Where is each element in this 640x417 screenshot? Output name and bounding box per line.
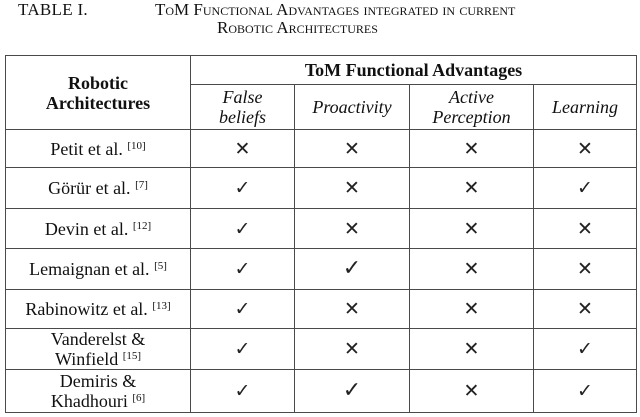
check-icon: ✓ bbox=[577, 177, 593, 199]
mark-cell bbox=[534, 249, 637, 290]
cross-icon: ✕ bbox=[463, 380, 480, 402]
header-group-tom-advantages: ToM Functional Advantages bbox=[191, 56, 637, 85]
table-row bbox=[6, 329, 637, 370]
architecture-name-text: Petit et al. bbox=[50, 138, 123, 159]
architecture-name-text: Görür et al. bbox=[48, 178, 131, 198]
header-active-perception-line2: Perception bbox=[432, 107, 511, 127]
check-icon: ✓ bbox=[234, 380, 251, 402]
architecture-name-cell bbox=[6, 168, 191, 209]
caption-title-line2: Robotic Architectures bbox=[217, 18, 378, 37]
mark-cell bbox=[295, 168, 410, 209]
cross-icon: ✕ bbox=[577, 137, 593, 160]
mark-cell bbox=[191, 329, 295, 370]
citation-ref: [6] bbox=[132, 392, 146, 404]
table-row bbox=[6, 290, 637, 329]
architecture-name-text: Demiris & bbox=[59, 371, 137, 391]
tom-advantages-table bbox=[5, 55, 637, 413]
architecture-name-text: Vanderelst & bbox=[50, 329, 146, 349]
check-icon: ✓ bbox=[577, 338, 593, 360]
cross-icon: ✕ bbox=[344, 338, 360, 360]
mark-cell bbox=[295, 370, 410, 413]
mark-cell bbox=[410, 249, 534, 290]
table-label: TABLE I. bbox=[18, 0, 88, 19]
header-learning-label: Learning bbox=[551, 97, 618, 117]
mark-cell bbox=[410, 290, 534, 329]
architecture-name-cell bbox=[6, 249, 191, 290]
mark-cell bbox=[295, 329, 410, 370]
header-proactivity bbox=[295, 85, 410, 130]
header-robotic-architectures bbox=[6, 56, 191, 130]
table-caption bbox=[0, 0, 640, 42]
cross-icon: ✕ bbox=[344, 298, 360, 320]
header-active-perception bbox=[410, 85, 534, 130]
architecture-name-text: Winfield bbox=[54, 349, 119, 369]
table-row bbox=[6, 209, 637, 249]
check-icon: ✓ bbox=[234, 217, 251, 240]
mark-cell bbox=[410, 329, 534, 370]
header-learning bbox=[534, 85, 637, 130]
check-icon: ✓ bbox=[234, 177, 251, 199]
mark-cell bbox=[191, 209, 295, 249]
table-row bbox=[6, 249, 637, 290]
citation-ref: [12] bbox=[132, 219, 152, 232]
mark-cell bbox=[410, 209, 534, 249]
mark-cell bbox=[534, 329, 637, 370]
cross-icon: ✕ bbox=[344, 177, 360, 199]
mark-cell bbox=[534, 370, 637, 413]
mark-cell bbox=[534, 130, 637, 168]
mark-cell bbox=[191, 130, 295, 168]
architecture-name-cell bbox=[6, 130, 191, 168]
citation-ref: [13] bbox=[152, 300, 171, 312]
cross-icon: ✕ bbox=[463, 298, 480, 320]
cross-icon: ✕ bbox=[463, 137, 480, 160]
architecture-name-text: Devin et al. bbox=[44, 218, 129, 239]
citation-ref: [5] bbox=[154, 260, 167, 272]
check-icon: ✓ bbox=[342, 256, 362, 281]
mark-cell bbox=[410, 370, 534, 413]
architecture-name-text: Lemaignan et al. bbox=[29, 259, 150, 279]
mark-cell bbox=[534, 209, 637, 249]
header-active-perception-line1: Active bbox=[449, 87, 494, 107]
cross-icon: ✕ bbox=[463, 217, 480, 240]
cross-icon: ✕ bbox=[463, 177, 480, 199]
cross-icon: ✕ bbox=[463, 338, 480, 360]
mark-cell bbox=[191, 168, 295, 209]
header-arch-line2: Architectures bbox=[45, 92, 151, 113]
mark-cell bbox=[191, 290, 295, 329]
mark-cell bbox=[191, 370, 295, 413]
cross-icon: ✕ bbox=[577, 298, 593, 320]
mark-cell bbox=[534, 290, 637, 329]
mark-cell bbox=[295, 209, 410, 249]
check-icon: ✓ bbox=[234, 298, 251, 320]
table-row bbox=[6, 370, 637, 413]
architecture-name-cell bbox=[6, 370, 191, 413]
check-icon: ✓ bbox=[342, 378, 362, 403]
table-body bbox=[6, 130, 637, 413]
mark-cell bbox=[534, 168, 637, 209]
header-false-beliefs-line2: beliefs bbox=[219, 107, 266, 127]
check-icon: ✓ bbox=[234, 338, 251, 360]
caption-title-line1: ToM Functional Advantages integrated in current bbox=[155, 0, 516, 19]
mark-cell bbox=[191, 249, 295, 290]
check-icon: ✓ bbox=[577, 380, 593, 402]
architecture-name-cell bbox=[6, 209, 191, 249]
architecture-name-text: Rabinowitz et al. bbox=[25, 299, 148, 319]
mark-cell bbox=[410, 130, 534, 168]
mark-cell bbox=[295, 290, 410, 329]
table-row bbox=[6, 130, 637, 168]
cross-icon: ✕ bbox=[577, 258, 593, 280]
table-row bbox=[6, 168, 637, 209]
header-false-beliefs bbox=[191, 85, 295, 130]
cross-icon: ✕ bbox=[234, 137, 251, 160]
citation-ref: [15] bbox=[122, 350, 142, 362]
header-false-beliefs-line1: False bbox=[222, 87, 263, 107]
cross-icon: ✕ bbox=[463, 258, 480, 280]
cross-icon: ✕ bbox=[344, 137, 360, 160]
mark-cell bbox=[295, 130, 410, 168]
header-arch-line1: Robotic bbox=[68, 72, 128, 93]
cross-icon: ✕ bbox=[577, 217, 593, 240]
cross-icon: ✕ bbox=[344, 217, 360, 240]
citation-ref: [7] bbox=[135, 179, 148, 191]
mark-cell bbox=[295, 249, 410, 290]
check-icon: ✓ bbox=[234, 258, 251, 280]
mark-cell bbox=[410, 168, 534, 209]
architecture-name-cell bbox=[6, 329, 191, 370]
architecture-name-text: Khadhouri bbox=[50, 391, 128, 411]
header-proactivity-label: Proactivity bbox=[312, 97, 392, 117]
architecture-name-cell bbox=[6, 290, 191, 329]
citation-ref: [10] bbox=[127, 139, 146, 152]
